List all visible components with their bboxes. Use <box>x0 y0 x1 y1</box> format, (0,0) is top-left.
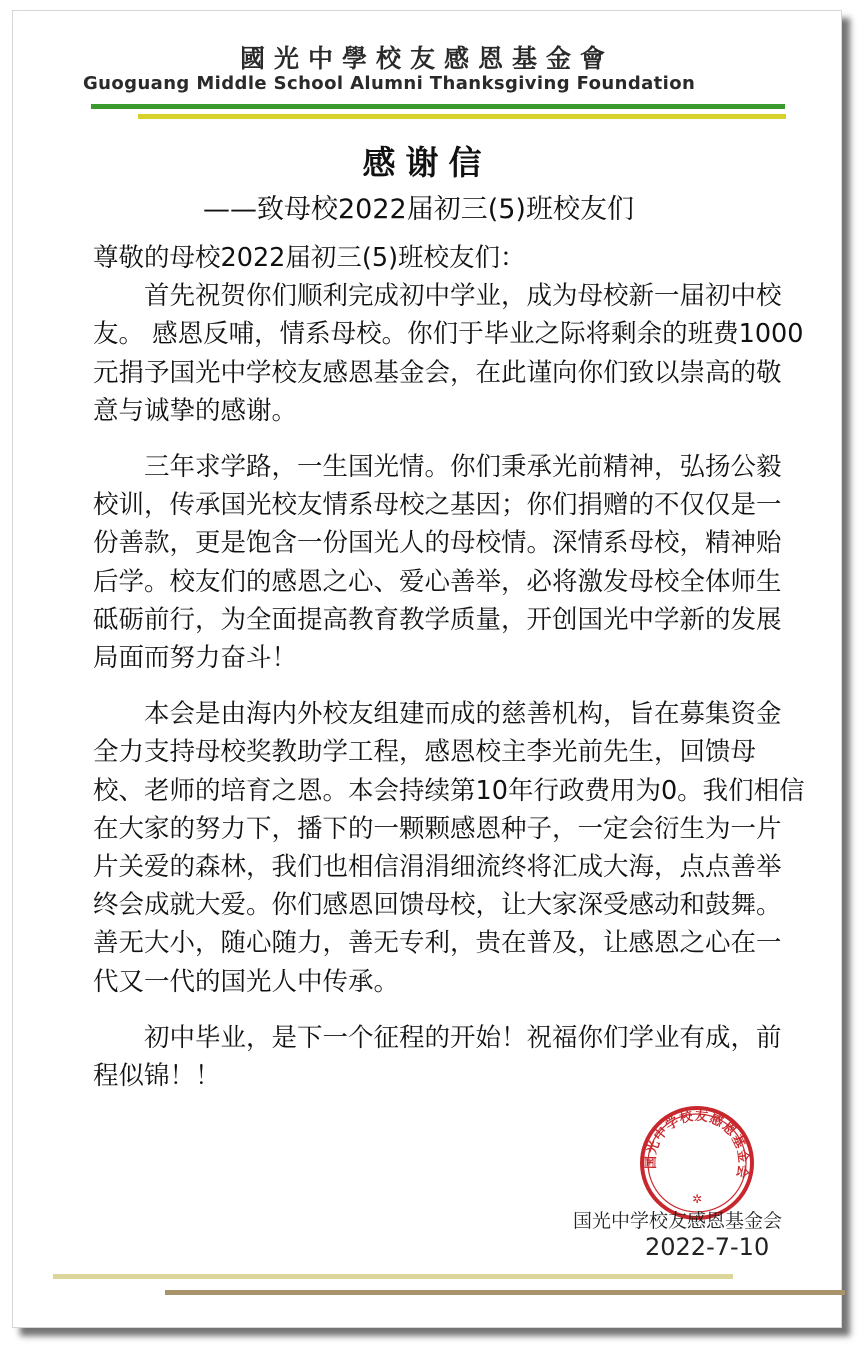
seal-text: 国光中学校友感恩基金会 <box>643 1108 751 1181</box>
header-org-name-en: Guoguang Middle School Alumni Thanksgiving Foundation <box>83 73 696 94</box>
letter-greeting: 尊敬的母校2022届初三(5)班校友们： <box>93 243 526 273</box>
letter-subtitle: ——致母校2022届初三(5)班校友们 <box>203 194 634 225</box>
signature-date: 2022-7-10 <box>645 1233 770 1261</box>
letter-paragraph: 三年求学路，一生国光情。你们秉承光前精神，弘扬公毅校训，传承国光校友情系母校之基因；你们捐赠的不仅仅是一份善款，更是饱含一份国光人的母校情。深情系母校，精神贻后学。校友们的感恩之心、爱心善举，必将激发母校全体师生砥砺前行，为全面提高教育教学质量，开创国光中学新的发展局面而努力奋斗！ <box>93 452 782 674</box>
letter-title: 感谢信 <box>362 143 492 182</box>
header-org-name-cn: 國光中學校友感恩基金會 <box>239 44 614 73</box>
footer-divider-brown <box>165 1290 845 1295</box>
letter-paragraph: 首先祝贺你们顺利完成初中学业，成为母校新一届初中校友。 感恩反哺，情系母校。你们于毕业之际将剩余的班费1000元捐予国光中学校友感恩基金会，在此谨向你们致以崇高的敬意与诚挚的感谢。 <box>93 281 804 426</box>
footer-divider-yellow <box>53 1274 733 1279</box>
letter-paragraph: 本会是由海内外校友组建而成的慈善机构，旨在募集资金全力支持母校奖教助学工程，感恩校主李光前先生，回馈母校、老师的培育之恩。本会持续第10年行政费用为0。我们相信在大家的努力下，播下的一颗颗感恩种子，一定会衍生为一片片关爱的森林，我们也相信涓涓细流终将汇成大海，点点善举终会成就大爱。你们感恩回馈母校，让大家深受感动和鼓舞。善无大小，随心随力，善无专利，贵在普及，让感恩之心在一代又一代的国光人中传承。 <box>93 699 805 997</box>
official-seal-icon <box>637 1103 757 1223</box>
header-divider-green <box>91 104 785 109</box>
letter-body <box>93 239 805 1095</box>
letter-paragraph: 初中毕业，是下一个征程的开始！祝福你们学业有成，前程似锦！！ <box>93 1022 782 1092</box>
svg-text:国光中学校友感恩基金会 <box>643 1108 751 1181</box>
header-divider-yellow <box>138 114 786 119</box>
signature-org: 国光中学校友感恩基金会 <box>573 1210 783 1232</box>
letter-sheet <box>12 10 842 1328</box>
svg-text:✲: ✲ <box>691 1192 703 1206</box>
